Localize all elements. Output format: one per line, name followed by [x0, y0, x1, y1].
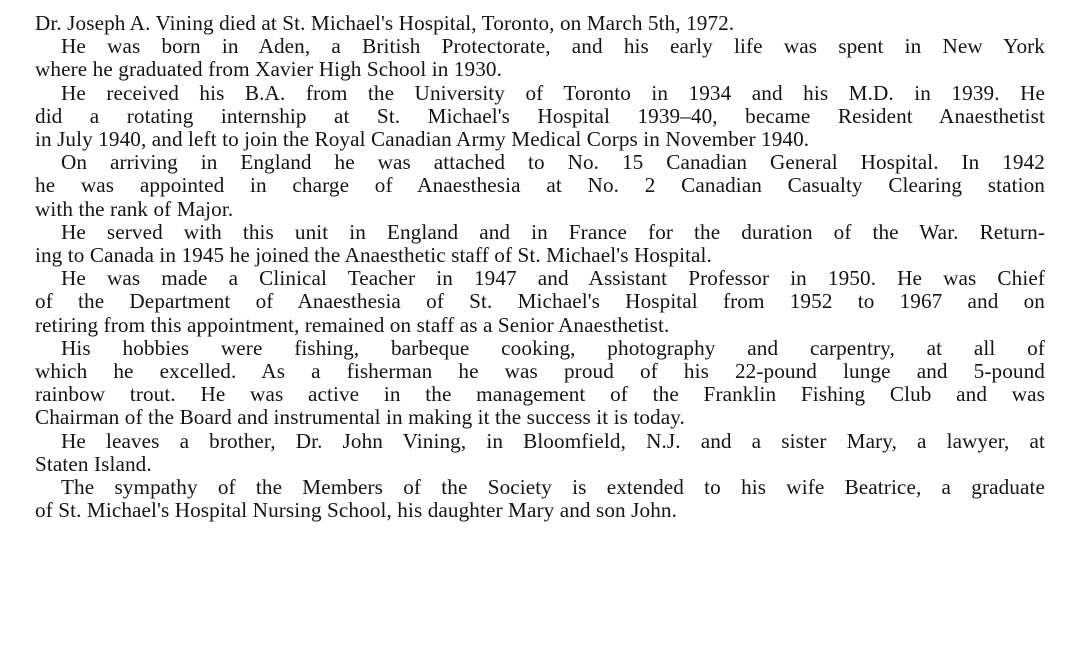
text-line: Chairman of the Board and instrumental in making it the success it is today.	[35, 405, 685, 430]
text-line: did a rotating internship at St. Michael's Hospital 1939–40, became Resident Anaesthetist	[35, 103, 1045, 128]
paragraph-education	[35, 82, 1045, 152]
text-line: in July 1940, and left to join the Royal Canadian Army Medical Corps in November 1940.	[35, 127, 810, 152]
text-line: with the rank of Major.	[35, 196, 234, 221]
text-line: where he graduated from Xavier High School in 1930.	[35, 57, 502, 82]
text-line: rainbow trout. He was active in the management of the Franklin Fishing Club and was	[35, 382, 1045, 407]
text-line: He served with this unit in England and in France for the duration of the War. Return-	[61, 219, 1045, 244]
text-line: he was appointed in charge of Anaesthesia at No. 2 Canadian Casualty Clearing station	[35, 173, 1045, 198]
paragraph-early-life	[35, 35, 1045, 81]
text-line: His hobbies were fishing, barbeque cooking, photography and carpentry, at all of	[61, 335, 1045, 360]
text-line: He leaves a brother, Dr. John Vining, in Bloomfield, N.J. and a sister Mary, a lawyer, at	[61, 428, 1045, 453]
text-line: Staten Island.	[35, 451, 152, 476]
paragraph-war-service	[35, 221, 1045, 267]
text-line: He was made a Clinical Teacher in 1947 and Assistant Professor in 1950. He was Chief	[61, 266, 1045, 291]
text-line: The sympathy of the Members of the Society is extended to his wife Beatrice, a graduate	[61, 475, 1045, 500]
text-line: On arriving in England he was attached to No. 15 Canadian General Hospital. In 1942	[61, 150, 1045, 175]
text-line: which he excelled. As a fisherman he was proud of his 22-pound lunge and 5-pound	[35, 359, 1045, 384]
paragraph-career	[35, 267, 1045, 337]
text-line: ing to Canada in 1945 he joined the Anaesthetic staff of St. Michael's Hospital.	[35, 243, 712, 268]
text-line: of the Department of Anaesthesia of St. Michael's Hospital from 1952 to 1967 and on	[35, 289, 1045, 314]
paragraph-death-notice	[35, 12, 1045, 35]
paragraph-family	[35, 430, 1045, 476]
text-line: Dr. Joseph A. Vining died at St. Michael's Hospital, Toronto, on March 5th, 1972.	[35, 11, 735, 35]
paragraph-hobbies	[35, 337, 1045, 430]
text-line: He received his B.A. from the University of Toronto in 1934 and his M.D. in 1939. He	[61, 80, 1045, 105]
text-line: of St. Michael's Hospital Nursing School, his daughter Mary and son John.	[35, 498, 677, 523]
paragraph-sympathy	[35, 476, 1045, 522]
text-line: He was born in Aden, a British Protectorate, and his early life was spent in New York	[61, 34, 1045, 59]
text-line: retiring from this appointment, remained on staff as a Senior Anaesthetist.	[35, 312, 670, 337]
paragraph-england	[35, 151, 1045, 221]
